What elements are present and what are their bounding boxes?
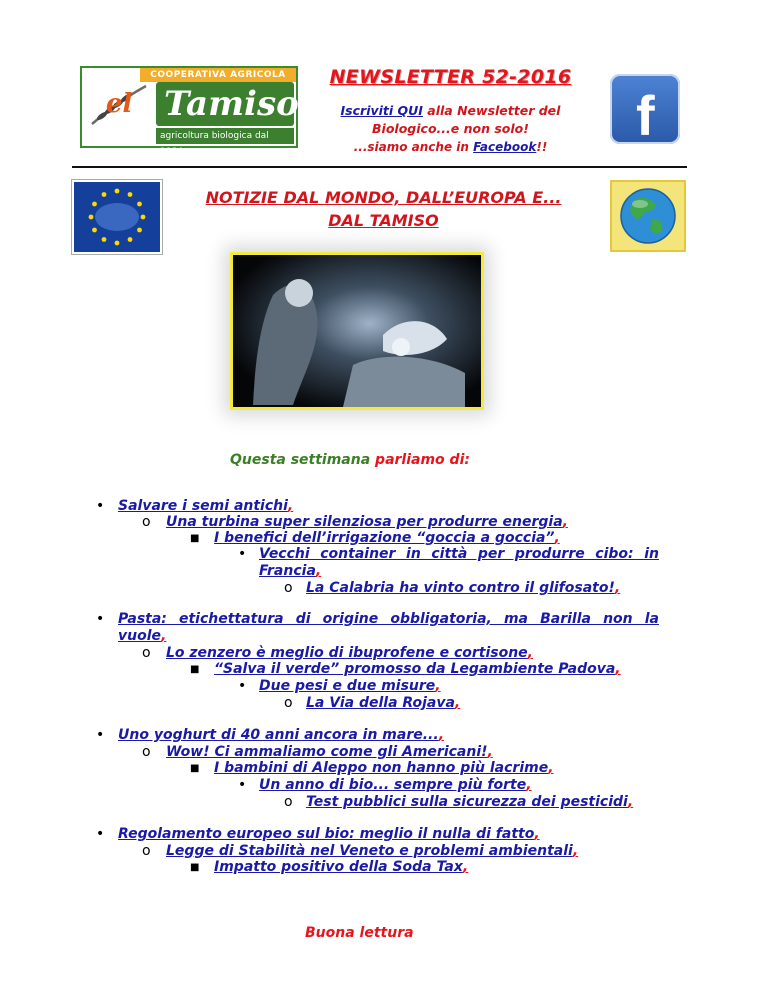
bullet-disc: •	[96, 727, 105, 743]
bullet-disc: •	[96, 611, 105, 627]
header-divider	[72, 166, 687, 168]
list-item[interactable]: Impatto positivo della Soda Tax,	[214, 859, 469, 875]
bullet-disc: •	[96, 826, 105, 842]
bullet-square: ■	[190, 862, 200, 873]
nativity-photo	[230, 252, 484, 410]
list-item[interactable]: I benefici dell’irrigazione “goccia a goccia”,	[214, 530, 560, 546]
list-item[interactable]: Un anno di bio... sempre più forte,	[259, 777, 532, 793]
tamiso-logo	[80, 66, 299, 157]
list-item[interactable]: I bambini di Aleppo non hanno più lacrime,	[214, 760, 554, 776]
intro-line	[230, 452, 470, 468]
section-title-line2: DAL TAMISO	[328, 211, 439, 230]
bullet-circle: o	[142, 744, 151, 760]
globe-icon	[610, 180, 686, 252]
logo-tagline: agricoltura biologica dal 1984	[156, 128, 294, 144]
list-item[interactable]: La Calabria ha vinto contro il glifosato!,	[306, 580, 621, 596]
list-item[interactable]: Due pesi e due misure,	[259, 678, 441, 694]
eu-flag-icon	[72, 180, 162, 254]
list-item[interactable]: “Salva il verde” promosso da Legambiente Padova,	[214, 661, 621, 677]
logo-script-el: el	[106, 89, 133, 119]
logo-name: Tamiso	[156, 82, 294, 126]
closing-text: Buona lettura	[305, 925, 414, 941]
bullet-disc: •	[96, 498, 105, 514]
bullet-disc: •	[238, 546, 247, 562]
facebook-f-glyph: f	[636, 84, 655, 147]
bullet-circle: o	[142, 645, 151, 661]
bullet-square: ■	[190, 763, 200, 774]
bullet-square: ■	[190, 533, 200, 544]
list-item[interactable]: Uno yoghurt di 40 anni ancora in mare...,	[118, 727, 445, 743]
list-item[interactable]: La Via della Rojava,	[306, 695, 461, 711]
bullet-disc: •	[238, 678, 247, 694]
facebook-post: !!	[536, 140, 548, 154]
facebook-pre: ...siamo anche in	[353, 140, 474, 154]
intro-part2: parliamo di:	[375, 452, 470, 468]
section-title-line1: NOTIZIE DAL MONDO, DALL’EUROPA E...	[205, 188, 562, 207]
subscribe-text: alla Newsletter del	[422, 103, 561, 118]
list-item[interactable]: Lo zenzero è meglio di ibuprofene e cortisone,	[166, 645, 533, 661]
list-item[interactable]: Salvare i semi antichi,	[118, 498, 294, 514]
list-item[interactable]: Vecchi container in città per produrre cibo: in Francia,	[259, 546, 659, 579]
list-item[interactable]: Una turbina super silenziosa per produrre energia,	[166, 514, 568, 530]
bullet-disc: •	[238, 777, 247, 793]
intro-part1: Questa settimana	[230, 452, 376, 468]
biologico-line: Biologico...e non solo!	[372, 121, 529, 136]
bullet-square: ■	[190, 664, 200, 675]
bullet-circle: o	[142, 514, 151, 530]
list-item[interactable]: Pasta: etichettatura di origine obbligatoria, ma Barilla non la vuole,	[118, 611, 659, 644]
facebook-icon[interactable]	[610, 74, 680, 147]
bullet-circle: o	[142, 843, 151, 859]
list-item[interactable]: Legge di Stabilità nel Veneto e problemi ambientali,	[166, 843, 579, 859]
list-item[interactable]: Test pubblici sulla sicurezza dei pesticidi,	[306, 794, 634, 810]
facebook-link[interactable]: Facebook	[473, 140, 537, 154]
bullet-circle: o	[284, 580, 293, 596]
list-item[interactable]: Regolamento europeo sul bio: meglio il nulla di fatto,	[118, 826, 540, 842]
logo-cooperative-text: COOPERATIVA AGRICOLA	[140, 68, 296, 82]
bullet-circle: o	[284, 695, 293, 711]
logo-wheat-icon	[88, 80, 150, 130]
list-item[interactable]: Wow! Ci ammaliamo come gli Americani!,	[166, 744, 493, 760]
newsletter-title: NEWSLETTER 52-2016	[329, 66, 572, 88]
subscribe-link[interactable]: Iscriviti QUI	[340, 103, 423, 118]
section-title	[166, 186, 601, 232]
bullet-circle: o	[284, 794, 293, 810]
header-subtitle	[318, 102, 583, 156]
